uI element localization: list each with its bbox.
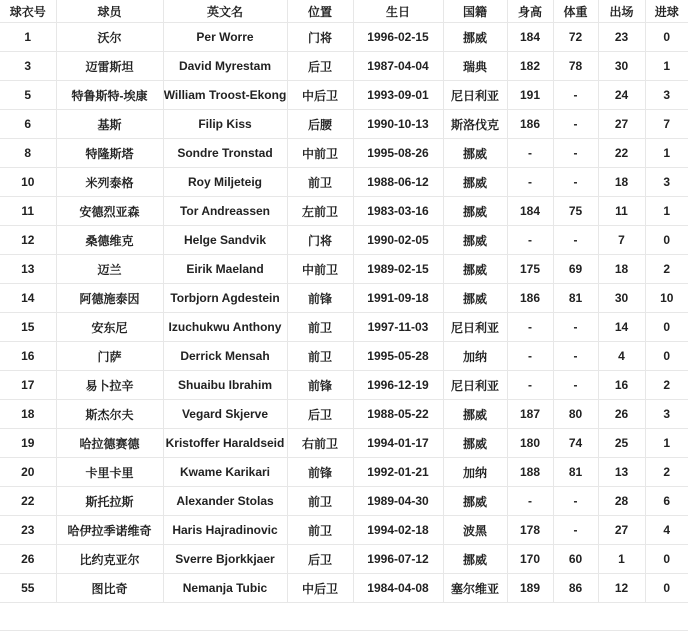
cell-position: 后卫 [287, 52, 353, 81]
cell-appearances: 4 [598, 342, 645, 371]
cell-appearances: 7 [598, 226, 645, 255]
cell-jersey-number: 13 [0, 255, 56, 284]
cell-nationality: 挪威 [443, 284, 507, 313]
cell-height: - [507, 313, 553, 342]
table-row [0, 139, 688, 168]
cell-english-name: Per Worre [163, 23, 287, 52]
cell-height: 178 [507, 516, 553, 545]
cell-nationality: 挪威 [443, 168, 507, 197]
cell-appearances: 18 [598, 168, 645, 197]
cell-goals: 1 [645, 52, 688, 81]
cell-goals: 3 [645, 400, 688, 429]
cell-english-name: Shuaibu Ibrahim [163, 371, 287, 400]
table-row [0, 574, 688, 603]
cell-nationality: 挪威 [443, 545, 507, 574]
cell-birthday: 1995-08-26 [353, 139, 443, 168]
cell-appearances: 16 [598, 371, 645, 400]
cell-player-name: 安德烈亚森 [56, 197, 163, 226]
cell-nationality: 挪威 [443, 429, 507, 458]
col-header-weight: 体重 [553, 0, 598, 23]
cell-goals: 0 [645, 574, 688, 603]
table-row [0, 81, 688, 110]
cell-jersey-number: 5 [0, 81, 56, 110]
cell-goals: 7 [645, 110, 688, 139]
cell-appearances: 27 [598, 110, 645, 139]
cell-nationality: 加纳 [443, 458, 507, 487]
cell-weight: - [553, 81, 598, 110]
cell-position: 右前卫 [287, 429, 353, 458]
cell-position: 前卫 [287, 516, 353, 545]
cell-player-name: 阿德施泰因 [56, 284, 163, 313]
cell-jersey-number: 10 [0, 168, 56, 197]
cell-weight: 81 [553, 284, 598, 313]
cell-english-name: Filip Kiss [163, 110, 287, 139]
cell-appearances: 13 [598, 458, 645, 487]
cell-nationality: 尼日利亚 [443, 313, 507, 342]
cell-player-name: 米列泰格 [56, 168, 163, 197]
cell-jersey-number: 20 [0, 458, 56, 487]
table-row [0, 284, 688, 313]
cell-jersey-number: 22 [0, 487, 56, 516]
header-row [0, 0, 688, 23]
cell-player-name: 沃尔 [56, 23, 163, 52]
cell-birthday: 1989-04-30 [353, 487, 443, 516]
cell-birthday: 1991-09-18 [353, 284, 443, 313]
table-header [0, 0, 688, 23]
cell-nationality: 塞尔维亚 [443, 574, 507, 603]
cell-player-name: 哈拉德赛德 [56, 429, 163, 458]
table-row [0, 458, 688, 487]
cell-jersey-number: 23 [0, 516, 56, 545]
cell-jersey-number: 11 [0, 197, 56, 226]
col-header-height: 身高 [507, 0, 553, 23]
cell-goals: 1 [645, 139, 688, 168]
col-header-english-name: 英文名 [163, 0, 287, 23]
cell-nationality: 挪威 [443, 226, 507, 255]
cell-height: 188 [507, 458, 553, 487]
cell-goals: 0 [645, 313, 688, 342]
cell-jersey-number: 19 [0, 429, 56, 458]
cell-height: - [507, 139, 553, 168]
cell-height: 186 [507, 110, 553, 139]
cell-position: 门将 [287, 226, 353, 255]
cell-english-name: Vegard Skjerve [163, 400, 287, 429]
cell-english-name: Torbjorn Agdestein [163, 284, 287, 313]
cell-weight: 72 [553, 23, 598, 52]
cell-appearances: 23 [598, 23, 645, 52]
cell-jersey-number: 12 [0, 226, 56, 255]
cell-nationality: 尼日利亚 [443, 81, 507, 110]
cell-nationality: 挪威 [443, 487, 507, 516]
cell-player-name: 迈雷斯坦 [56, 52, 163, 81]
cell-english-name: William Troost-Ekong [163, 81, 287, 110]
cell-position: 后卫 [287, 545, 353, 574]
cell-english-name: Nemanja Tubic [163, 574, 287, 603]
cell-position: 中后卫 [287, 574, 353, 603]
table-row [0, 429, 688, 458]
table-row [0, 110, 688, 139]
cell-goals: 10 [645, 284, 688, 313]
cell-birthday: 1990-10-13 [353, 110, 443, 139]
cell-goals: 3 [645, 81, 688, 110]
cell-appearances: 18 [598, 255, 645, 284]
cell-birthday: 1990-02-05 [353, 226, 443, 255]
cell-height: 191 [507, 81, 553, 110]
cell-weight: - [553, 487, 598, 516]
cell-nationality: 尼日利亚 [443, 371, 507, 400]
cell-nationality: 斯洛伐克 [443, 110, 507, 139]
col-header-player-name: 球员 [56, 0, 163, 23]
cell-appearances: 14 [598, 313, 645, 342]
cell-appearances: 24 [598, 81, 645, 110]
cell-weight: - [553, 371, 598, 400]
cell-appearances: 22 [598, 139, 645, 168]
table-row [0, 313, 688, 342]
cell-goals: 2 [645, 458, 688, 487]
cell-player-name: 门萨 [56, 342, 163, 371]
cell-height: 175 [507, 255, 553, 284]
cell-jersey-number: 6 [0, 110, 56, 139]
table-row [0, 545, 688, 574]
cell-goals: 0 [645, 545, 688, 574]
cell-goals: 4 [645, 516, 688, 545]
cell-goals: 0 [645, 342, 688, 371]
cell-birthday: 1993-09-01 [353, 81, 443, 110]
cell-english-name: Alexander Stolas [163, 487, 287, 516]
cell-height: 189 [507, 574, 553, 603]
cell-weight: 69 [553, 255, 598, 284]
col-header-nationality: 国籍 [443, 0, 507, 23]
cell-goals: 3 [645, 168, 688, 197]
table-row [0, 255, 688, 284]
cell-position: 中后卫 [287, 81, 353, 110]
cell-player-name: 基斯 [56, 110, 163, 139]
cell-english-name: Roy Miljeteig [163, 168, 287, 197]
cell-goals: 0 [645, 226, 688, 255]
cell-nationality: 挪威 [443, 139, 507, 168]
cell-position: 前卫 [287, 168, 353, 197]
cell-appearances: 26 [598, 400, 645, 429]
cell-jersey-number: 14 [0, 284, 56, 313]
table-footer-empty-row [0, 603, 688, 631]
cell-position: 门将 [287, 23, 353, 52]
cell-player-name: 特隆斯塔 [56, 139, 163, 168]
cell-english-name: Tor Andreassen [163, 197, 287, 226]
cell-weight: - [553, 168, 598, 197]
cell-goals: 0 [645, 23, 688, 52]
cell-height: 170 [507, 545, 553, 574]
cell-jersey-number: 8 [0, 139, 56, 168]
cell-height: 184 [507, 23, 553, 52]
cell-english-name: Derrick Mensah [163, 342, 287, 371]
cell-position: 中前卫 [287, 139, 353, 168]
cell-english-name: Haris Hajradinovic [163, 516, 287, 545]
cell-weight: 81 [553, 458, 598, 487]
cell-weight: - [553, 110, 598, 139]
cell-birthday: 1983-03-16 [353, 197, 443, 226]
cell-nationality: 瑞典 [443, 52, 507, 81]
cell-english-name: Sondre Tronstad [163, 139, 287, 168]
cell-weight: 86 [553, 574, 598, 603]
cell-player-name: 图比奇 [56, 574, 163, 603]
cell-position: 前锋 [287, 284, 353, 313]
cell-birthday: 1994-01-17 [353, 429, 443, 458]
col-header-appearances: 出场 [598, 0, 645, 23]
cell-nationality: 加纳 [443, 342, 507, 371]
cell-player-name: 比约克亚尔 [56, 545, 163, 574]
cell-player-name: 哈伊拉季诺维奇 [56, 516, 163, 545]
cell-birthday: 1989-02-15 [353, 255, 443, 284]
cell-appearances: 27 [598, 516, 645, 545]
cell-position: 后腰 [287, 110, 353, 139]
cell-weight: - [553, 313, 598, 342]
cell-weight: 75 [553, 197, 598, 226]
cell-birthday: 1996-12-19 [353, 371, 443, 400]
table-row [0, 400, 688, 429]
cell-birthday: 1995-05-28 [353, 342, 443, 371]
col-header-birthday: 生日 [353, 0, 443, 23]
cell-weight: 74 [553, 429, 598, 458]
cell-birthday: 1996-07-12 [353, 545, 443, 574]
cell-player-name: 特鲁斯特-埃康 [56, 81, 163, 110]
cell-height: 187 [507, 400, 553, 429]
table-row [0, 342, 688, 371]
cell-jersey-number: 1 [0, 23, 56, 52]
cell-player-name: 桑德维克 [56, 226, 163, 255]
cell-english-name: Eirik Maeland [163, 255, 287, 284]
table-row [0, 371, 688, 400]
cell-english-name: Kristoffer Haraldseid [163, 429, 287, 458]
cell-goals: 1 [645, 197, 688, 226]
cell-height: 180 [507, 429, 553, 458]
cell-height: - [507, 168, 553, 197]
cell-goals: 6 [645, 487, 688, 516]
table-row [0, 487, 688, 516]
cell-english-name: Kwame Karikari [163, 458, 287, 487]
cell-height: - [507, 487, 553, 516]
cell-nationality: 挪威 [443, 400, 507, 429]
cell-player-name: 卡里卡里 [56, 458, 163, 487]
col-header-jersey-number: 球衣号 [0, 0, 56, 23]
cell-position: 前卫 [287, 313, 353, 342]
table-row [0, 197, 688, 226]
cell-height: - [507, 226, 553, 255]
cell-birthday: 1984-04-08 [353, 574, 443, 603]
cell-birthday: 1994-02-18 [353, 516, 443, 545]
cell-player-name: 安东尼 [56, 313, 163, 342]
cell-weight: - [553, 139, 598, 168]
cell-height: 186 [507, 284, 553, 313]
table-row [0, 226, 688, 255]
cell-weight: 60 [553, 545, 598, 574]
cell-weight: - [553, 226, 598, 255]
cell-position: 中前卫 [287, 255, 353, 284]
cell-birthday: 1992-01-21 [353, 458, 443, 487]
cell-height: - [507, 342, 553, 371]
cell-position: 前卫 [287, 487, 353, 516]
cell-appearances: 28 [598, 487, 645, 516]
cell-english-name: Sverre Bjorkkjaer [163, 545, 287, 574]
cell-goals: 2 [645, 255, 688, 284]
cell-nationality: 挪威 [443, 23, 507, 52]
table-row [0, 23, 688, 52]
cell-height: - [507, 371, 553, 400]
cell-jersey-number: 26 [0, 545, 56, 574]
cell-appearances: 30 [598, 52, 645, 81]
cell-position: 前卫 [287, 342, 353, 371]
col-header-goals: 进球 [645, 0, 688, 23]
cell-birthday: 1996-02-15 [353, 23, 443, 52]
cell-nationality: 挪威 [443, 255, 507, 284]
cell-appearances: 1 [598, 545, 645, 574]
cell-position: 左前卫 [287, 197, 353, 226]
table-row [0, 52, 688, 81]
cell-appearances: 30 [598, 284, 645, 313]
cell-appearances: 25 [598, 429, 645, 458]
cell-jersey-number: 55 [0, 574, 56, 603]
cell-jersey-number: 16 [0, 342, 56, 371]
cell-jersey-number: 15 [0, 313, 56, 342]
cell-birthday: 1988-06-12 [353, 168, 443, 197]
cell-jersey-number: 3 [0, 52, 56, 81]
cell-birthday: 1987-04-04 [353, 52, 443, 81]
col-header-position: 位置 [287, 0, 353, 23]
cell-weight: - [553, 516, 598, 545]
table-body [0, 23, 688, 603]
cell-player-name: 斯托拉斯 [56, 487, 163, 516]
cell-nationality: 挪威 [443, 197, 507, 226]
cell-player-name: 迈兰 [56, 255, 163, 284]
cell-birthday: 1997-11-03 [353, 313, 443, 342]
cell-goals: 1 [645, 429, 688, 458]
cell-jersey-number: 17 [0, 371, 56, 400]
cell-position: 前锋 [287, 371, 353, 400]
cell-appearances: 11 [598, 197, 645, 226]
table-row [0, 516, 688, 545]
cell-weight: - [553, 342, 598, 371]
table-row [0, 168, 688, 197]
cell-player-name: 斯杰尔夫 [56, 400, 163, 429]
cell-goals: 2 [645, 371, 688, 400]
cell-weight: 78 [553, 52, 598, 81]
cell-appearances: 12 [598, 574, 645, 603]
cell-player-name: 易卜拉辛 [56, 371, 163, 400]
cell-jersey-number: 18 [0, 400, 56, 429]
cell-position: 前锋 [287, 458, 353, 487]
cell-english-name: David Myrestam [163, 52, 287, 81]
cell-position: 后卫 [287, 400, 353, 429]
cell-birthday: 1988-05-22 [353, 400, 443, 429]
cell-weight: 80 [553, 400, 598, 429]
cell-english-name: Izuchukwu Anthony [163, 313, 287, 342]
cell-nationality: 波黑 [443, 516, 507, 545]
cell-height: 182 [507, 52, 553, 81]
cell-english-name: Helge Sandvik [163, 226, 287, 255]
cell-height: 184 [507, 197, 553, 226]
